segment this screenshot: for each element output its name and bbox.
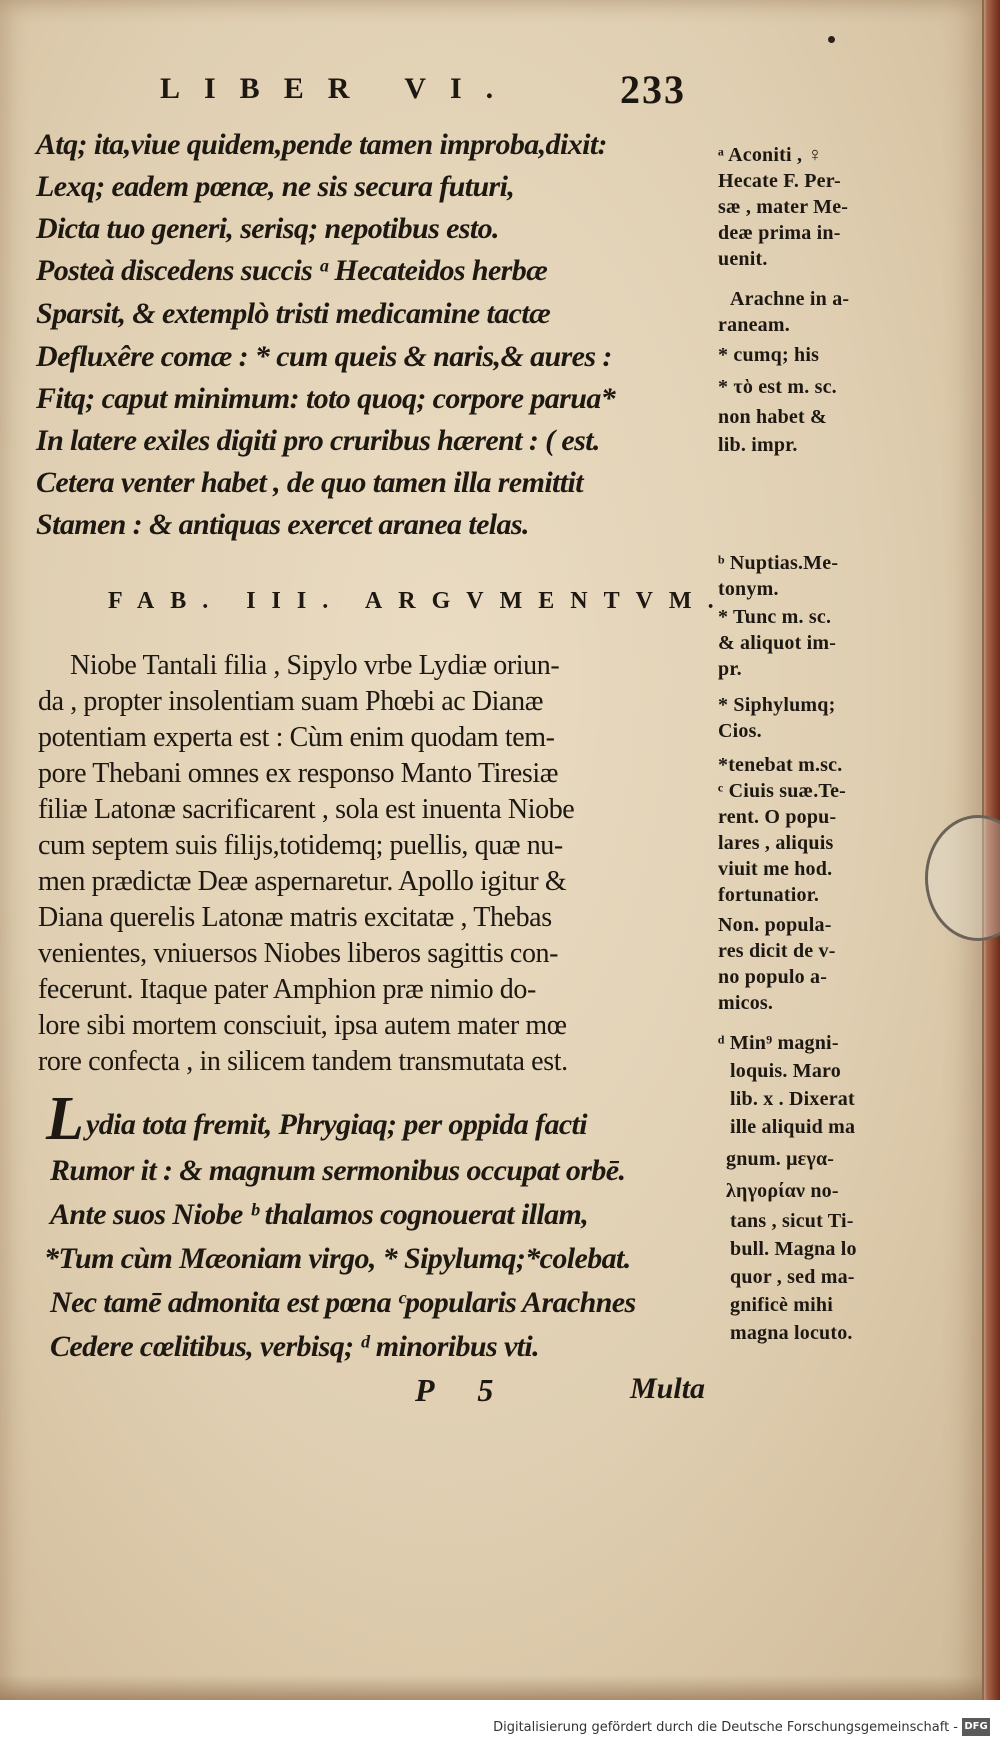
- marginal-note: & aliquot im-: [718, 632, 837, 654]
- dfg-logo: DFG: [962, 1718, 990, 1736]
- section-heading: FAB. III. ARGVMENTVM.: [108, 588, 730, 614]
- marginal-note: res dicit de v-: [718, 940, 836, 962]
- marginal-note: * cumq; his: [718, 344, 820, 366]
- verse-line: Posteà discedens succis ᵃ Hecateidos herbæ: [36, 254, 548, 287]
- prose-line: fecerunt. Itaque pater Amphion præ nimio do-: [38, 974, 536, 1005]
- marginal-note: lares , aliquis: [718, 832, 834, 854]
- marginal-note: Hecate F. Per-: [718, 170, 841, 192]
- marginal-note: loquis. Maro: [730, 1060, 841, 1082]
- marginal-note: ille aliquid ma: [730, 1116, 856, 1138]
- marginal-note: rent. O popu-: [718, 806, 837, 828]
- marginal-note: * τὸ est m. sc.: [718, 376, 837, 398]
- prose-line: cum septem suis filijs,totidemq; puellis, quæ nu-: [38, 830, 563, 861]
- verse-line: Defluxêre comæ : * cum queis & naris,& aures :: [36, 340, 612, 373]
- marginal-note: pr.: [718, 658, 742, 680]
- marginal-note: uenit.: [718, 248, 768, 270]
- prose-line: potentiam experta est : Cùm enim quodam tem-: [38, 722, 555, 753]
- marginal-note: no populo a-: [718, 966, 828, 988]
- marginal-note: tonym.: [718, 578, 779, 600]
- prose-line: Diana querelis Latonæ matris excitatæ , Thebas: [38, 902, 552, 933]
- marginal-note: sæ , mater Me-: [718, 196, 849, 218]
- verse-line: ydia tota fremit, Phrygiaq; per oppida facti: [86, 1108, 588, 1141]
- marginal-note: ᵃ Aconiti , ♀: [718, 144, 823, 166]
- verse-line: Cetera venter habet , de quo tamen illa remittit: [36, 466, 584, 499]
- prose-line: men prædictæ Deæ aspernaretur. Apollo igitur &: [38, 866, 567, 897]
- prose-line: filiæ Latonæ sacrificarent , sola est inuenta Niobe: [38, 794, 575, 825]
- verse-line: Rumor it : & magnum sermonibus occupat orbē.: [50, 1154, 626, 1187]
- marginal-note: gnificè mihi: [730, 1294, 833, 1316]
- catchword: Multa: [630, 1372, 706, 1405]
- marginal-note: raneam.: [718, 314, 790, 336]
- marginal-note: lib. impr.: [718, 434, 798, 456]
- marginal-note: non habet &: [718, 406, 827, 428]
- marginal-note: ληγορίαν no-: [726, 1180, 839, 1202]
- marginal-note: * Tunc m. sc.: [718, 606, 832, 628]
- prose-line: venientes, vniuersos Niobes liberos sagittis con-: [38, 938, 559, 969]
- marginal-note: lib. x . Dixerat: [730, 1088, 855, 1110]
- marginal-note: viuit me hod.: [718, 858, 833, 880]
- prose-line: lore sibi mortem consciuit, ipsa autem mater mœ: [38, 1010, 567, 1041]
- marginal-note: tans , sicut Ti-: [730, 1210, 854, 1232]
- verse-line: Lexq; eadem pœnæ, ne sis secura futuri,: [36, 170, 515, 203]
- prose-line: rore confecta , in silicem tandem transmutata est.: [38, 1046, 568, 1077]
- marginal-note: bull. Magna lo: [730, 1238, 857, 1260]
- marginal-note: Arachne in a-: [730, 288, 850, 310]
- page-number: 233: [620, 67, 686, 112]
- page-shadow: [0, 1675, 982, 1700]
- marginal-note: fortunatior.: [718, 884, 820, 906]
- signature-mark: P 5: [415, 1372, 512, 1408]
- verse-line: Cedere cœlitibus, verbisq; ᵈ minoribus vti.: [50, 1330, 540, 1363]
- marginal-note: micos.: [718, 992, 774, 1014]
- marginal-note: ᶜ Ciuis suæ.Te-: [718, 780, 847, 802]
- marginal-note: gnum. μεγα-: [726, 1148, 835, 1170]
- marginal-note: ᵇ Nuptias.Me-: [718, 552, 839, 574]
- verse-line: Stamen : & antiquas exercet aranea telas.: [36, 508, 529, 541]
- drop-initial: L: [46, 1085, 84, 1153]
- prose-line: pore Thebani omnes ex responso Manto Tiresiæ: [38, 758, 559, 789]
- verse-line: Dicta tuo generi, serisq; nepotibus esto.: [36, 212, 499, 245]
- marginal-note: Cios.: [718, 720, 762, 742]
- verse-line: Atq; ita,viue quidem,pende tamen improba,dixit:: [36, 128, 607, 161]
- marginal-note: magna locuto.: [730, 1322, 853, 1344]
- verse-line: Ante suos Niobe ᵇ thalamos cognouerat illam,: [50, 1198, 589, 1231]
- verse-line: Nec tamē admonita est pœna ᶜpopularis Arachnes: [50, 1286, 636, 1319]
- marginal-note: Non. popula-: [718, 914, 832, 936]
- marginal-note: *tenebat m.sc.: [718, 754, 843, 776]
- verse-line: In latere exiles digiti pro cruribus hærent : ( est.: [36, 424, 600, 457]
- verse-line: *Tum cùm Mæoniam virgo, * Sipylumq;*colebat.: [44, 1242, 631, 1275]
- prose-line: da , propter insolentiam suam Phœbi ac Dianæ: [38, 686, 543, 717]
- funding-credit: Digitalisierung gefördert durch die Deutsche Forschungsgemeinschaft -: [493, 1720, 958, 1735]
- marginal-note: deæ prima in-: [718, 222, 841, 244]
- verse-line: Fitq; caput minimum: toto quoq; corpore parua*: [36, 382, 616, 415]
- marginal-note: quor , sed ma-: [730, 1266, 855, 1288]
- verse-line: Sparsit, & extemplò tristi medicamine tactæ: [36, 297, 551, 330]
- running-head: LIBER VI.: [160, 72, 518, 105]
- marginal-note: ᵈ Min⁹ magni-: [718, 1032, 839, 1054]
- prose-line: Niobe Tantali filia , Sipylo vrbe Lydiæ oriun-: [70, 650, 560, 681]
- marginal-note: * Siphylumq;: [718, 694, 836, 716]
- ink-dot: [828, 36, 835, 43]
